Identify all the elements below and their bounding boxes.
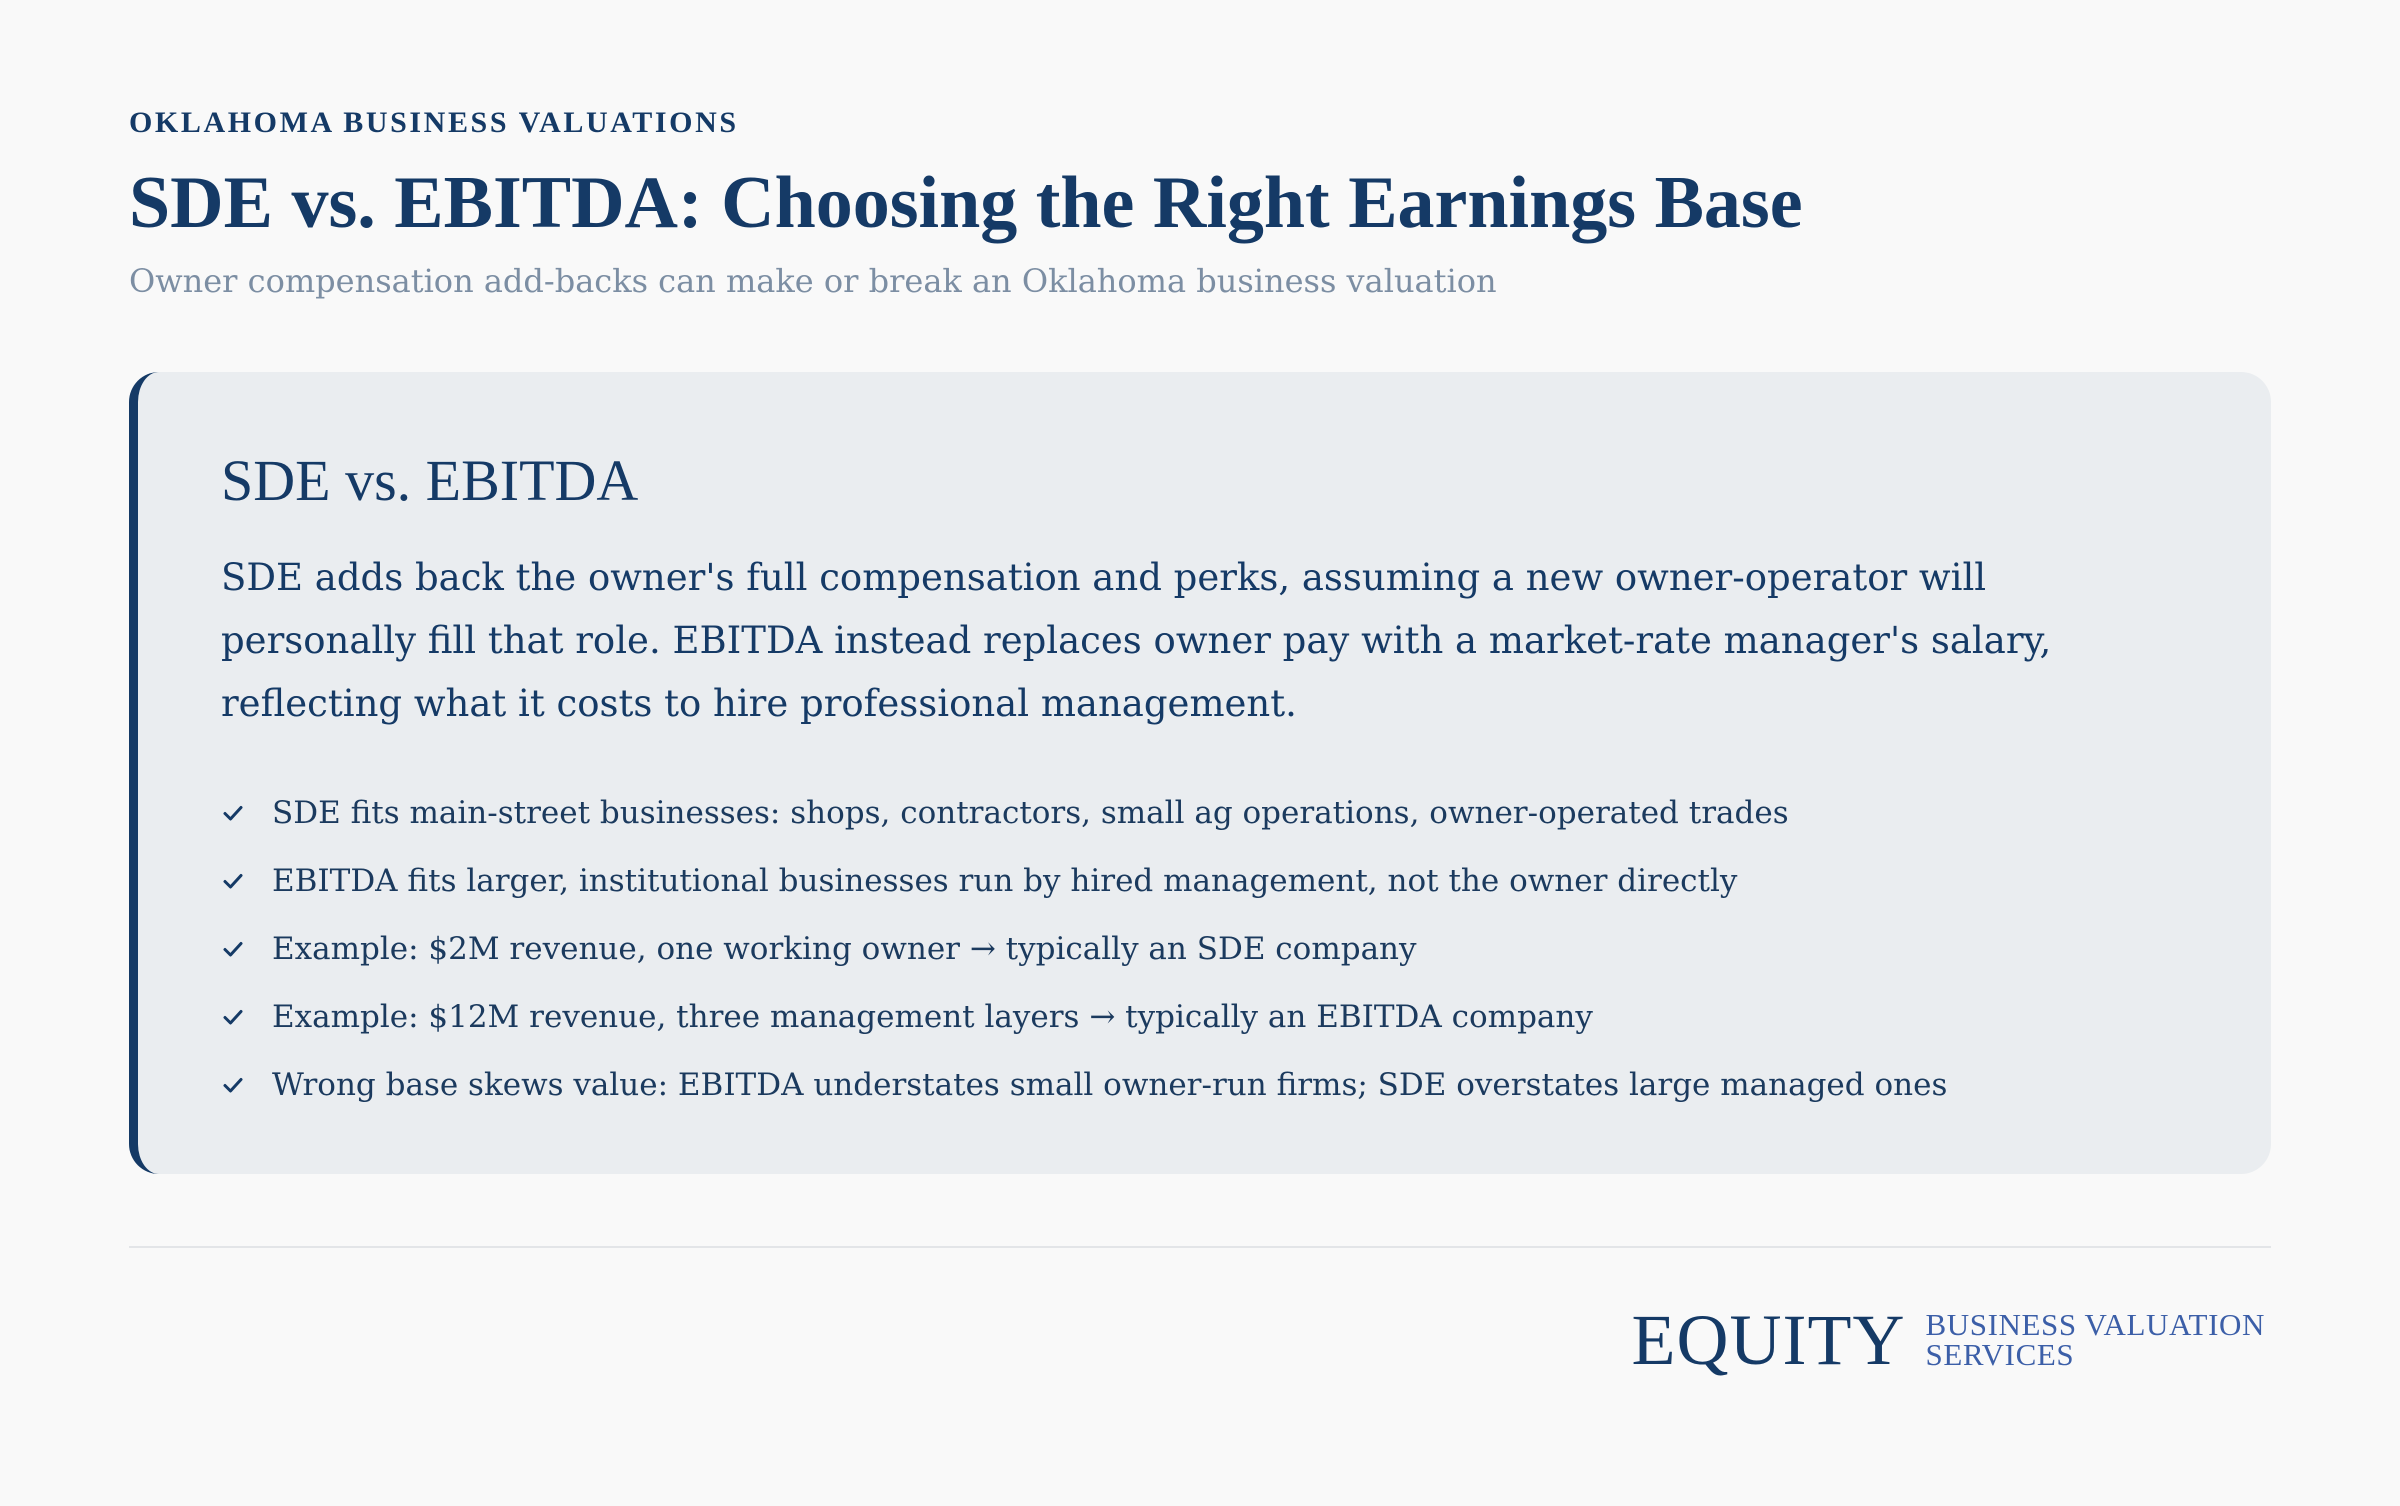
list-item-text: Example: $2M revenue, one working owner → typically an SDE company [272,931,1417,967]
check-icon [221,1005,245,1029]
check-icon [221,1073,245,1097]
list-item [221,1051,1947,1119]
page [129,0,2271,1506]
info-card [129,372,2271,1174]
company-logo [1632,1300,2265,1380]
eyebrow-label: OKLAHOMA BUSINESS VALUATIONS [129,106,739,139]
list-item [221,915,1947,983]
page-title: SDE vs. EBITDA: Choosing the Right Earnings Base [129,162,1803,244]
logo-tagline-line2: SERVICES [1925,1337,2075,1372]
list-item-text: EBITDA fits larger, institutional businesses run by hired management, not the owner directly [272,863,1738,899]
list-item-text: SDE fits main-street businesses: shops, contractors, small ag operations, owner-operated trades [272,795,1789,831]
list-item-text: Wrong base skews value: EBITDA understates small owner-run firms; SDE overstates large managed ones [272,1067,1948,1103]
logo-tagline [1925,1307,2265,1372]
page-subtitle: Owner compensation add-backs can make or break an Oklahoma business valuation [129,262,1497,300]
list-item-text: Example: $12M revenue, three management layers → typically an EBITDA company [272,999,1593,1035]
list-item [221,983,1947,1051]
logo-tagline-line1: BUSINESS VALUATION [1925,1307,2265,1342]
check-icon [221,801,245,825]
card-body: SDE adds back the owner's full compensation and perks, assuming a new owner-operator will personally fill that role. EBITDA instead replaces owner pay with a market-rate manager's salary, reflecting what it costs to hire professional management. [221,556,2052,725]
logo-wordmark: EQUITY [1631,1300,1906,1380]
card-title: SDE vs. EBITDA [221,448,639,513]
list-item [221,847,1947,915]
check-icon [221,869,245,893]
checklist [221,779,1947,1119]
footer-divider [129,1246,2271,1248]
list-item [221,779,1947,847]
check-icon [221,937,245,961]
